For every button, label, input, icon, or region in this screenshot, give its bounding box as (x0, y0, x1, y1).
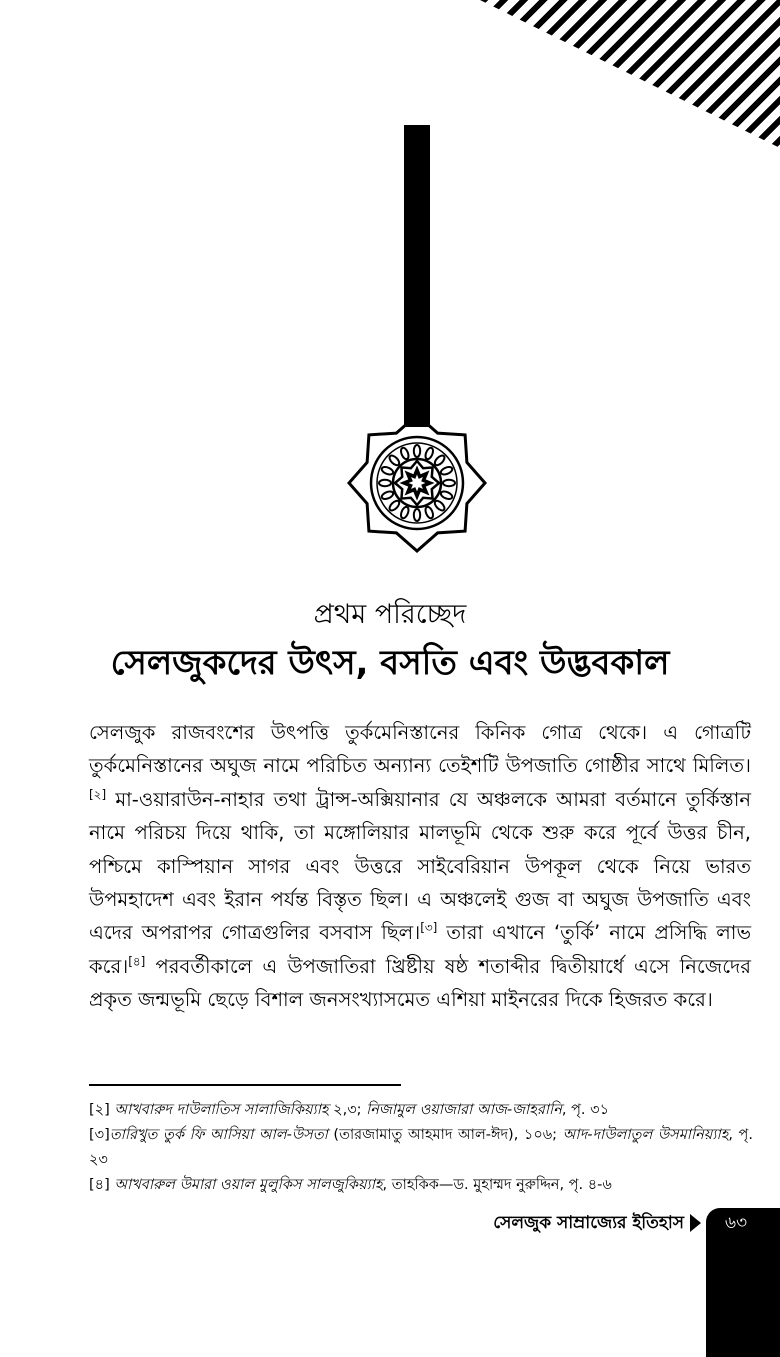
ornament-petal (443, 480, 455, 486)
chapter-title: সেলজুকদের উৎস, বসতি এবং উদ্ভবকাল (110, 643, 670, 683)
footnote-2 (89, 1098, 753, 1123)
footnote-divider (89, 1084, 401, 1086)
body-text-2: মা-ওয়ারাউন-নাহার তথা ট্রান্স-অক্সিয়ানার যে অঞ্চলকে আমরা বর্তমানে তুর্কিস্তান নামে পরিচয় দিয়ে থাকি, তা মঙ্গোলিয়ার মালভূমি থেকে শুরু করে পূর্বে উত্তর চীন, পশ্চিমে কাস্পিয়ান সাগর এবং উত্তরে সাইবেরিয়ান উপকূল থেকে নিয়ে ভারত উপমহাদেশ এবং ইরান পর্যন্ত বিস্তৃত ছিল। এ অঞ্চলেই গুজ বা অঘুজ উপজাতি এবং এদের অপরাপর গোত্রগুলির বসবাস ছিল। (89, 787, 751, 945)
footnote-source-2: নিজামুল ওয়াজারা আজ-জাহরানি (366, 1102, 562, 1118)
ornament-petal (414, 509, 420, 521)
vertical-bar (404, 125, 430, 427)
ornament-petal (440, 490, 454, 501)
body-text-3: তারা এখানে ‘তুর্কি’ নামে প্রসিদ্ধি লাভ করে। (89, 921, 751, 978)
ornament-petal (381, 465, 395, 476)
ornament-petal (379, 480, 391, 486)
footnote-source: আখবারুদ দাউলাতিস সালাজিকিয়্যাহ (114, 1102, 329, 1118)
footnote-3 (89, 1123, 753, 1173)
ornament-petal (424, 506, 435, 520)
ornament-petal (399, 447, 410, 461)
footnote-text: (তারজামাতু আহমাদ আল-ঈদ), ১০৬; (327, 1127, 563, 1143)
play-triangle-icon (690, 1214, 701, 1232)
footnote-marker: [২] (89, 1102, 110, 1118)
medallion-ornament-icon (346, 412, 488, 554)
footnotes (89, 1098, 753, 1198)
footnote-source: তারিখুত তুর্ক ফি আসিয়া আল-উসতা (109, 1127, 328, 1143)
footnote-text: ২,৩; (328, 1102, 367, 1118)
footnote-4 (89, 1173, 753, 1198)
footnote-tail: , পৃ. ৩১ (561, 1102, 609, 1118)
footnote-source: আখবারুল উমারা ওয়াল মুলুকিস সালজুকিয়্যাহ (114, 1177, 383, 1193)
footnote-tail: , পৃ. ২৩ (89, 1127, 753, 1168)
footnote-text: , তাহকিক—ড. মুহাম্মদ নুরুদ্দিন, পৃ. ৪-৬ (382, 1177, 612, 1193)
chapter-label: প্রথম পরিচ্ছেদ (313, 599, 467, 630)
body-paragraph (89, 716, 751, 1017)
footnote-ref-2[interactable]: [২] (89, 787, 107, 802)
ornament-petal (433, 454, 446, 467)
footnote-marker: [৩] (89, 1127, 110, 1143)
ornament-petal (414, 445, 420, 457)
body-text-4: পরবর্তীকালে এ উপজাতিরা খ্রিষ্টীয় ষষ্ঠ শতাব্দীর দ্বিতীয়ার্ধে এসে নিজেদের প্রকৃত জন্মভূমি ছেড়ে বিশাল জনসংখ্যাসমেত এশিয়া মাইনরের দিকে হিজরত করে। (89, 954, 751, 1012)
ornament-petal (424, 447, 435, 461)
page-number: ৬৩ (724, 1213, 748, 1233)
footnote-ref-4[interactable]: [৪] (128, 954, 146, 969)
footnote-source-2: আদ-দাউলাতুল উসমানিয়্যাহ (562, 1127, 729, 1143)
ornament-petal (381, 490, 395, 501)
ornament-petal (388, 454, 401, 467)
running-footer-title: সেলজুক সাম্রাজ্যের ইতিহাস (493, 1213, 684, 1233)
body-text-1: সেলজুক রাজবংশের উৎপত্তি তুর্কমেনিস্তানের কিনিক গোত্র থেকে। এ গোত্রটি তুর্কমেনিস্তানের অঘুজ নামে পরিচিত অন্যান্য তেইশটি উপজাতি গোষ্ঠীর সাথে মিলিত। (89, 721, 751, 778)
ornament-petal (433, 499, 446, 512)
ornament-petal (440, 465, 454, 476)
footnote-ref-3[interactable]: [৩] (420, 920, 438, 935)
ornament-petal (388, 499, 401, 512)
ornament-petal (399, 506, 410, 520)
footnote-marker: [৪] (89, 1177, 110, 1193)
decorative-stripes (480, 0, 780, 148)
